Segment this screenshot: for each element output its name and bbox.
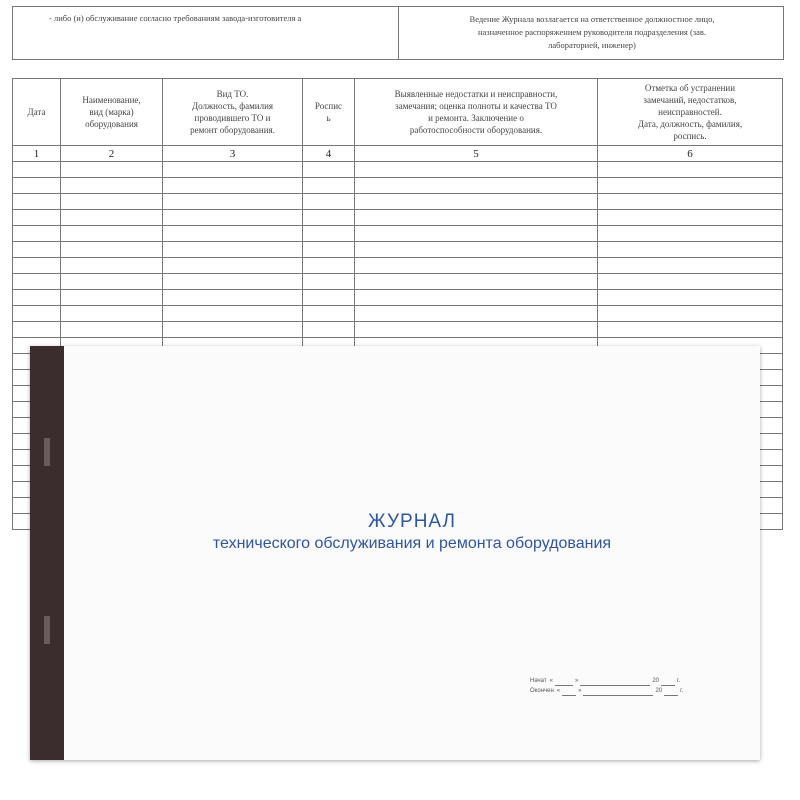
table-row	[13, 242, 783, 258]
table-cell	[598, 306, 783, 322]
month-blank	[580, 679, 650, 686]
table-cell	[303, 242, 355, 258]
table-cell	[163, 258, 303, 274]
column-header-line: оборудования	[85, 119, 138, 129]
table-cell	[303, 178, 355, 194]
table-cell	[61, 178, 163, 194]
column-header-line: Наименование,	[82, 95, 141, 105]
cover-title-subtitle: технического обслуживания и ремонта оборудования	[212, 535, 612, 552]
column-header-line: Дата, должность, фамилия,	[637, 119, 743, 129]
table-cell	[61, 290, 163, 306]
table-cell	[355, 226, 598, 242]
journal-cover	[30, 346, 760, 760]
table-cell	[598, 290, 783, 306]
table-row	[13, 210, 783, 226]
table-row	[13, 258, 783, 274]
form-note-right-line: лабораторией, инженер)	[548, 40, 636, 50]
table-row	[13, 178, 783, 194]
month-blank	[583, 689, 653, 696]
column-header-line: Отметка об устранении	[644, 83, 736, 93]
table-row	[13, 162, 783, 178]
journal-dates	[530, 676, 683, 696]
table-header-row	[13, 79, 783, 146]
table-cell	[303, 306, 355, 322]
table-cell	[163, 306, 303, 322]
column-number: 2	[61, 146, 163, 162]
table-cell	[163, 162, 303, 178]
table-cell	[13, 242, 61, 258]
started-label: Начат	[530, 678, 547, 684]
form-note-left: - либо (и) обслуживание согласно требованиям завода-изготовителя а	[49, 13, 302, 23]
quote-mark: «	[556, 688, 561, 694]
year-prefix: 20	[652, 678, 659, 684]
year-suffix: г.	[677, 678, 681, 684]
table-cell	[13, 258, 61, 274]
table-cell	[355, 306, 598, 322]
form-note-right-line: назначенное распоряжением руководителя подразделения (зав.	[477, 27, 707, 37]
table-cell	[303, 226, 355, 242]
column-header-line: роспись.	[673, 131, 707, 141]
column-header-resolution	[598, 79, 783, 146]
table-cell	[303, 210, 355, 226]
table-cell	[13, 274, 61, 290]
finished-label: Окончен	[530, 688, 554, 694]
table-cell	[163, 210, 303, 226]
cover-title-main: ЖУРНАЛ	[368, 511, 456, 532]
quote-mark: «	[549, 678, 553, 684]
finished-date-row	[530, 686, 683, 696]
column-header-line: проводившего ТО и	[194, 113, 271, 123]
column-header-line: Вид ТО.	[216, 89, 249, 99]
table-cell	[598, 178, 783, 194]
day-blank	[555, 679, 573, 686]
table-cell	[61, 274, 163, 290]
table-cell	[355, 258, 598, 274]
table-row	[13, 226, 783, 242]
table-cell	[355, 290, 598, 306]
column-number: 4	[303, 146, 355, 162]
table-cell	[13, 322, 61, 338]
column-header-equipment	[61, 79, 163, 146]
table-cell	[303, 162, 355, 178]
table-cell	[163, 322, 303, 338]
column-header-signature	[303, 79, 355, 146]
table-cell	[61, 210, 163, 226]
form-header-divider	[398, 7, 399, 59]
table-cell	[163, 290, 303, 306]
table-cell	[303, 290, 355, 306]
table-cell	[13, 306, 61, 322]
year-blank	[664, 689, 678, 696]
column-header-defects	[355, 79, 598, 146]
table-cell	[598, 258, 783, 274]
column-header-line: ь	[326, 113, 331, 123]
year-blank	[661, 679, 675, 686]
table-cell	[598, 194, 783, 210]
table-row	[13, 306, 783, 322]
table-cell	[13, 194, 61, 210]
year-suffix: г.	[680, 688, 684, 694]
table-cell	[355, 242, 598, 258]
column-header-maintenance-type	[163, 79, 303, 146]
table-cell	[13, 162, 61, 178]
table-cell	[303, 194, 355, 210]
table-cell	[598, 274, 783, 290]
table-cell	[61, 226, 163, 242]
column-header-line: неисправностей.	[658, 107, 722, 117]
table-cell	[598, 322, 783, 338]
table-cell	[13, 178, 61, 194]
table-cell	[163, 274, 303, 290]
column-number: 3	[163, 146, 303, 162]
table-cell	[13, 226, 61, 242]
table-cell	[61, 162, 163, 178]
table-cell	[598, 162, 783, 178]
table-row	[13, 322, 783, 338]
table-cell	[61, 194, 163, 210]
table-cell	[61, 306, 163, 322]
table-cell	[303, 258, 355, 274]
quote-mark: »	[574, 678, 579, 684]
table-cell	[355, 194, 598, 210]
table-cell	[163, 194, 303, 210]
table-cell	[61, 242, 163, 258]
table-cell	[13, 210, 61, 226]
column-header-line: замечаний, недостатков,	[643, 95, 737, 105]
table-cell	[355, 274, 598, 290]
column-header-line: Выявленные недостатки и неисправности,	[394, 89, 558, 99]
table-cell	[163, 226, 303, 242]
column-header-line: ремонт оборудования.	[190, 125, 275, 135]
column-number-row	[13, 146, 783, 162]
column-number: 6	[598, 146, 783, 162]
cover-title	[64, 510, 760, 554]
table-row	[13, 274, 783, 290]
table-cell	[163, 178, 303, 194]
table-cell	[598, 242, 783, 258]
form-note-right	[408, 13, 776, 52]
table-cell	[355, 178, 598, 194]
started-date-row	[530, 676, 683, 686]
column-number: 5	[355, 146, 598, 162]
table-cell	[303, 274, 355, 290]
table-cell	[598, 210, 783, 226]
table-cell	[61, 258, 163, 274]
column-header-line: Должность, фамилия	[191, 101, 274, 111]
column-header-line: Дата	[27, 107, 46, 117]
column-header-date	[13, 79, 61, 146]
form-note-right-line: Ведение Журнала возлагается на ответственное должностное лицо,	[469, 14, 715, 24]
column-number: 1	[13, 146, 61, 162]
year-prefix: 20	[655, 688, 663, 694]
column-header-line: и ремонта. Заключение о	[428, 113, 524, 123]
quote-mark: »	[578, 688, 582, 694]
spine-binding-strip	[44, 616, 50, 644]
cover-spine	[30, 346, 64, 760]
table-cell	[303, 322, 355, 338]
table-row	[13, 290, 783, 306]
column-header-line: замечания; оценка полноты и качества ТО	[395, 101, 557, 111]
table-cell	[61, 322, 163, 338]
table-cell	[598, 226, 783, 242]
table-cell	[355, 210, 598, 226]
table-row	[13, 194, 783, 210]
column-header-line: вид (марка)	[89, 107, 134, 117]
table-cell	[355, 162, 598, 178]
column-header-line: Роспис	[314, 101, 343, 111]
form-header-box	[12, 6, 784, 60]
table-cell	[355, 322, 598, 338]
table-cell	[13, 290, 61, 306]
day-blank	[562, 689, 576, 696]
table-cell	[163, 242, 303, 258]
spine-binding-strip	[44, 438, 50, 466]
column-header-line: работоспособности оборудования.	[409, 125, 543, 135]
